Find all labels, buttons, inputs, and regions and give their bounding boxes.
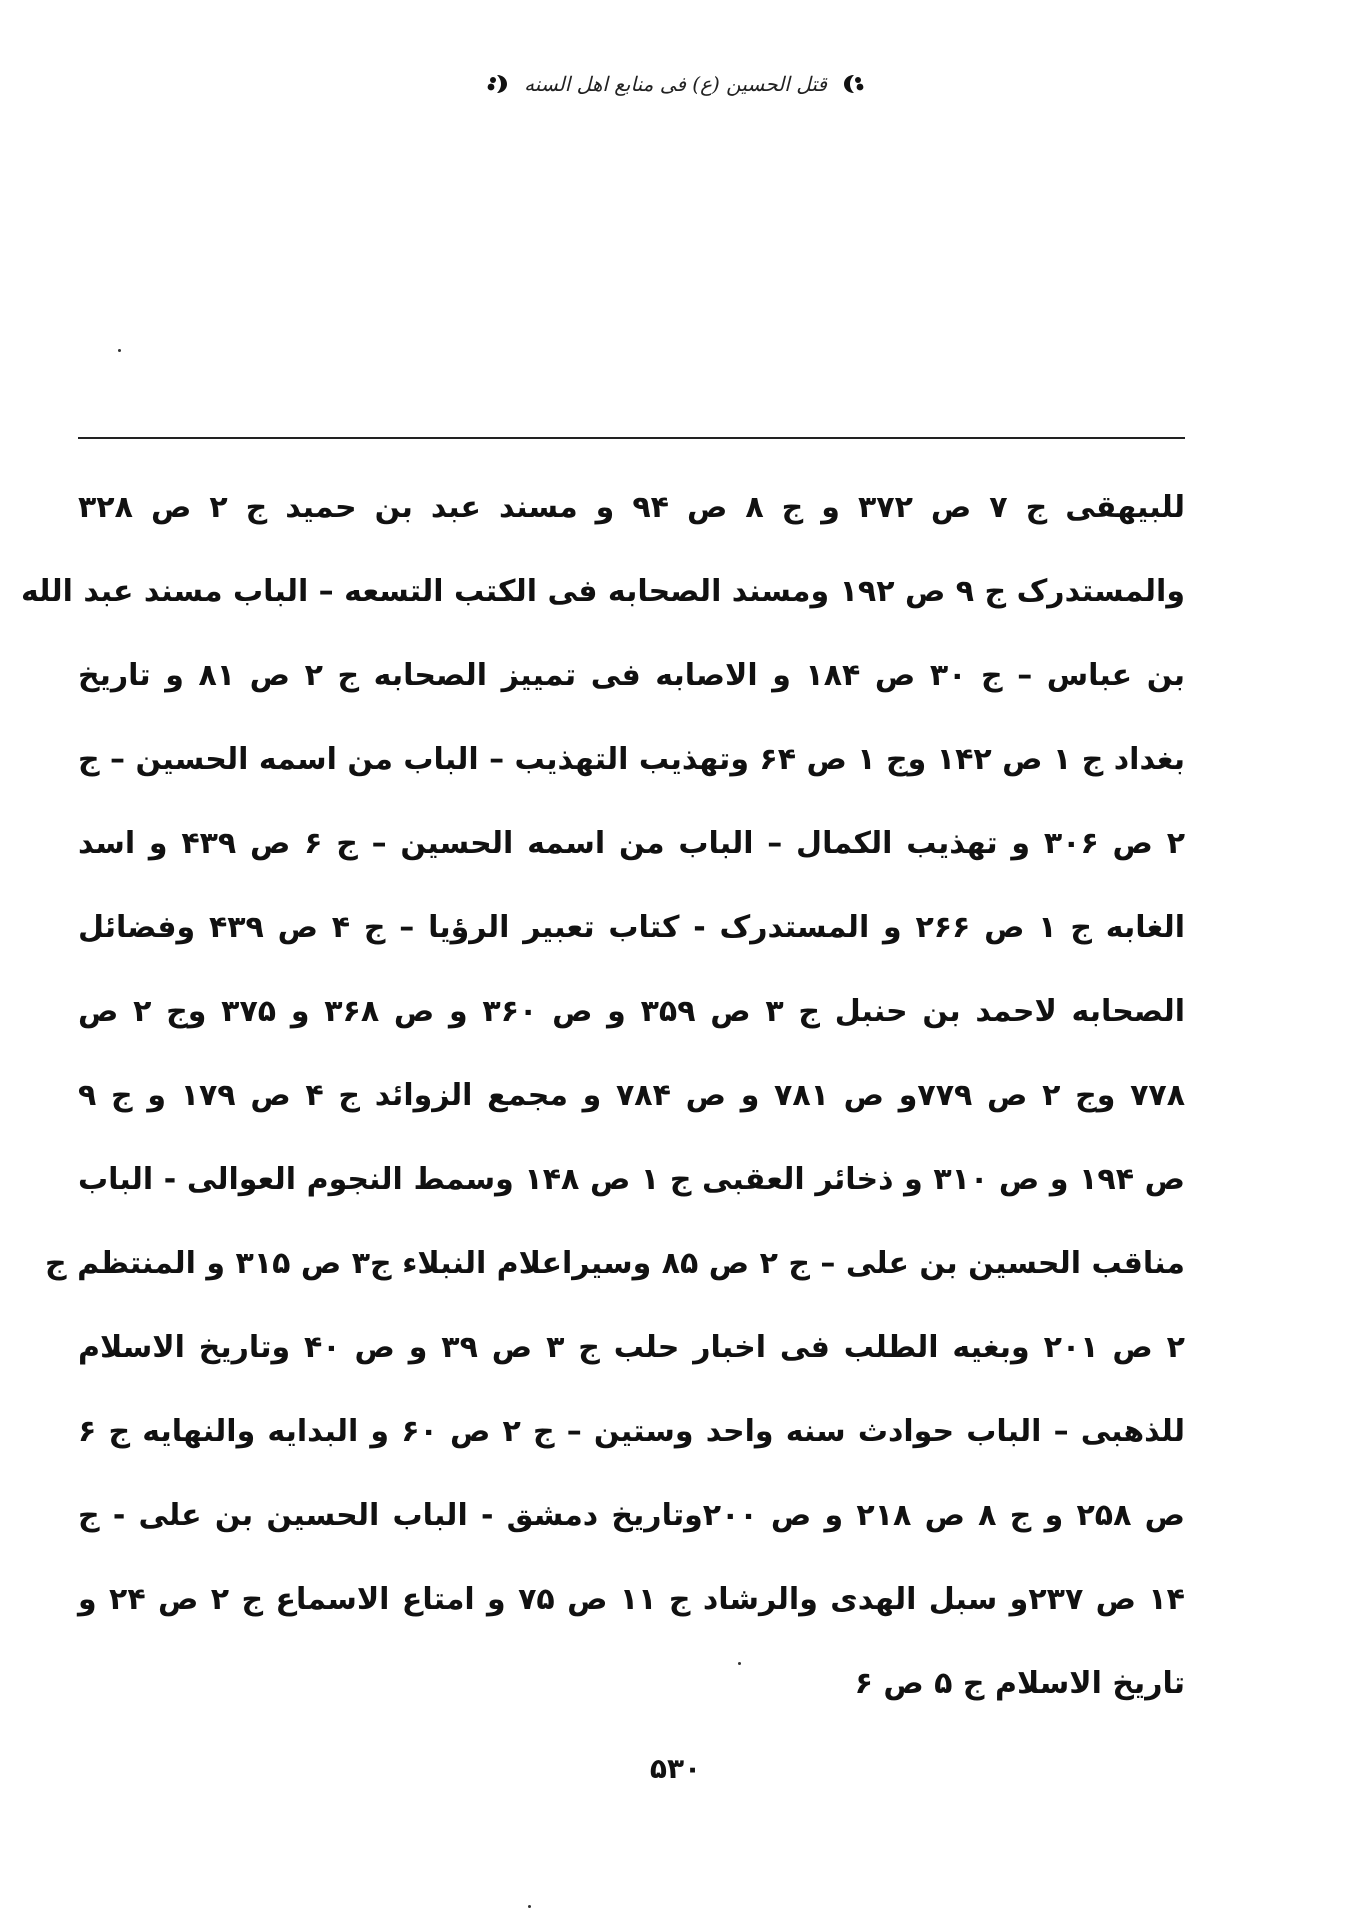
footnote-line: ٢ ص ٣٠۶ و تهذيب الكمال – الباب من اسمه الحسين – ج ۶ ص ۴٣٩ و اسد	[78, 826, 1185, 861]
footnote-block	[20, 466, 1186, 1726]
running-header-title: قتل الحسين (ع) فى منابع اهل السنه	[524, 72, 827, 96]
footnote-line: تاريخ الاسلام ج ۵ ص ۶	[854, 1666, 1185, 1701]
footnote-line: مناقب الحسين بن على – ج ٢ ص ٨۵ وسيراعلام النبلاء ج٣ ص ٣١۵ و المنتظم ج	[45, 1246, 1185, 1281]
footnote-line: بغداد ج ١ ص ١۴٢ وج ١ ص ۶۴ وتهذيب التهذيب – الباب من اسمه الحسين – ج	[77, 742, 1185, 777]
footnote-line: الصحابه لاحمد بن حنبل ج ٣ ص ٣۵٩ و ص ٣۶٠ و ص ٣۶٨ و ٣٧۵ وج ٢ ص	[78, 994, 1185, 1029]
footnote-line: للبيهقى ج ٧ ص ٣٧٢ و ج ٨ ص ٩۴ و مسند عبد بن حميد ج ٢ ص ٣٢٨	[78, 490, 1186, 525]
floral-ornament-icon	[484, 73, 510, 95]
floral-ornament-icon	[841, 73, 867, 95]
print-speck	[118, 349, 121, 352]
page-number: ۵٣٠	[649, 1752, 702, 1785]
running-header	[0, 72, 1351, 96]
footnote-separator-rule	[78, 437, 1185, 439]
footnote-line: ص ٢۵٨ و ج ٨ ص ٢١٨ و ص ٢٠٠وتاريخ دمشق - الباب الحسين بن على - ج	[78, 1498, 1185, 1533]
footnote-line: بن عباس – ج ٣٠ ص ١٨۴ و الاصابه فى تمييز الصحابه ج ٢ ص ٨١ و تاريخ	[78, 658, 1185, 693]
footnote-line: ص ١٩۴ و ص ٣١٠ و ذخائر العقبى ج ١ ص ١۴٨ وسمط النجوم العوالى - الباب	[78, 1162, 1185, 1197]
print-speck	[528, 1905, 531, 1908]
footnote-line: ١۴ ص ٢٣٧و سبل الهدى والرشاد ج ١١ ص ٧۵ و امتاع الاسماع ج ٢ ص ٢۴ و	[78, 1582, 1185, 1617]
footnote-line: ٢ ص ٢٠١ وبغيه الطلب فى اخبار حلب ج ٣ ص ٣٩ و ص ۴٠ وتاريخ الاسلام	[78, 1330, 1185, 1365]
footnote-line: للذهبى – الباب حوادث سنه واحد وستين – ج ٢ ص ۶٠ و البدايه والنهايه ج ۶	[78, 1414, 1185, 1449]
footnote-line: والمستدرک ج ٩ ص ١٩٢ ومسند الصحابه فى الكتب التسعه – الباب مسند عبد الله	[20, 574, 1185, 609]
footnote-line: الغابه ج ١ ص ٢۶۶ و المستدرک - كتاب تعبير الرؤيا – ج ۴ ص ۴٣٩ وفضائل	[78, 910, 1185, 945]
footnote-line: ٧٧٨ وج ٢ ص ٧٧٩و ص ٧٨١ و ص ٧٨۴ و مجمع الزوائد ج ۴ ص ١٧٩ و ج ٩	[78, 1078, 1186, 1113]
